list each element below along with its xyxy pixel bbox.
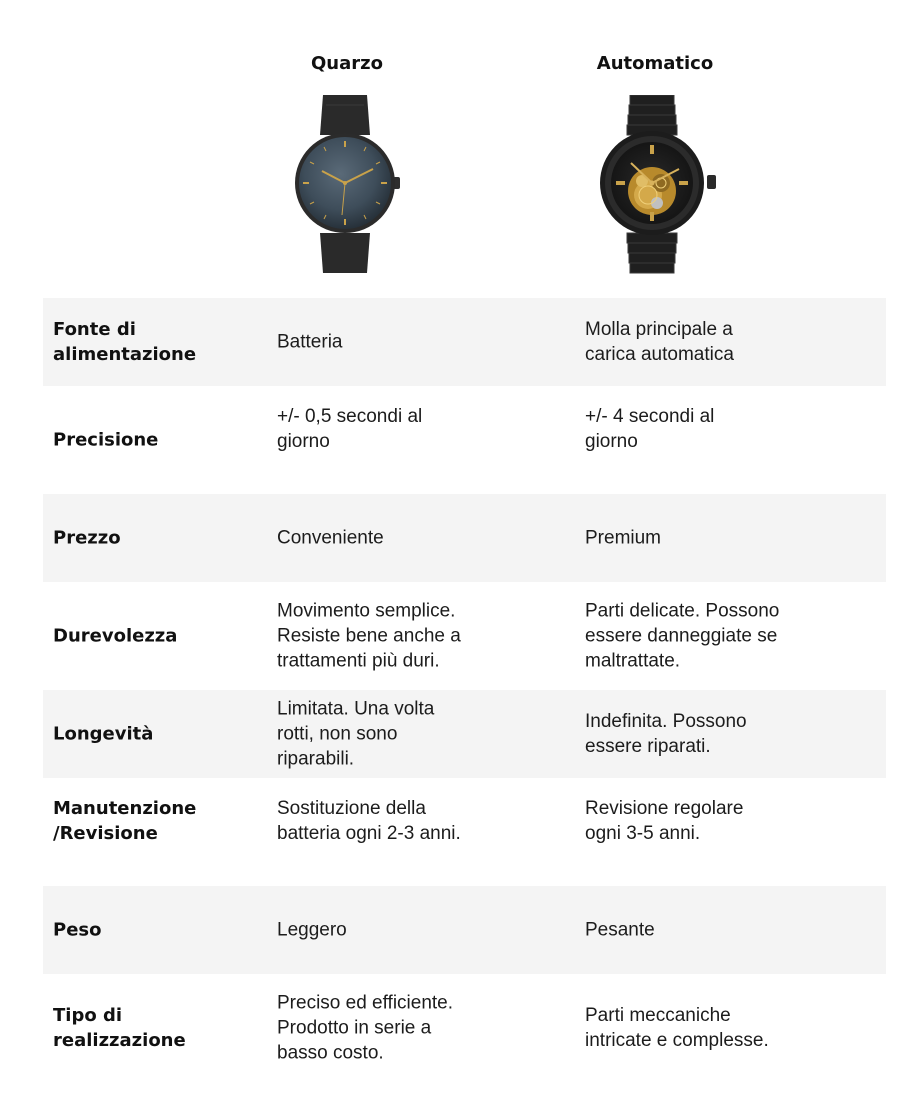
quartz-cell: Conveniente (277, 527, 384, 549)
automatic-cell: Parti delicate. Possono essere danneggiate se maltrattate. (585, 600, 780, 672)
table-row-longevity (43, 690, 886, 778)
automatic-cell: Parti meccaniche intricate e complesse. (585, 1005, 769, 1051)
row-label: Durevolezza (53, 625, 178, 647)
row-label: Tipo di realizzazione (53, 1005, 186, 1051)
quartz-cell: Movimento semplice. Resiste bene anche a trattamenti più duri. (277, 600, 461, 672)
row-label: Precisione (53, 429, 159, 451)
automatic-cell: Premium (585, 527, 662, 549)
quartz-cell: Sostituzione della batteria ogni 2-3 anni. (277, 798, 461, 845)
quartz-cell: Preciso ed efficiente. Prodotto in serie a basso costo. (277, 992, 454, 1064)
automatic-watch-image (595, 95, 720, 275)
row-label: Fonte di alimentazione (53, 319, 197, 365)
table-row-weight (43, 886, 886, 974)
row-label: Manutenzione /Revisione (53, 798, 197, 845)
column-header-quartz: Quarzo (311, 53, 383, 74)
table-row-durability (43, 582, 886, 690)
automatic-cell: Pesante (585, 919, 655, 941)
table-row-manufacturing (43, 974, 886, 1082)
quartz-cell: Limitata. Una volta rotti, non sono riparabili. (277, 698, 435, 770)
row-label: Longevità (53, 723, 154, 745)
automatic-cell: Revisione regolare ogni 3-5 anni. (585, 798, 744, 845)
automatic-cell: Indefinita. Possono essere riparati. (585, 711, 747, 757)
automatic-cell: Molla principale a carica automatica (585, 319, 734, 365)
quartz-cell: +/- 0,5 secondi al giorno (277, 406, 423, 453)
quartz-cell: Leggero (277, 919, 347, 941)
automatic-cell: +/- 4 secondi al giorno (585, 406, 715, 453)
row-label: Prezzo (53, 527, 121, 549)
table-row-price (43, 494, 886, 582)
comparison-table (43, 298, 886, 1082)
row-label: Peso (53, 919, 102, 941)
quartz-cell: Batteria (277, 331, 343, 353)
table-row-power-source (43, 298, 886, 386)
table-row-precision (43, 386, 886, 494)
quartz-watch-image (290, 95, 400, 275)
table-row-maintenance (43, 778, 886, 886)
column-header-automatic: Automatico (596, 53, 714, 74)
